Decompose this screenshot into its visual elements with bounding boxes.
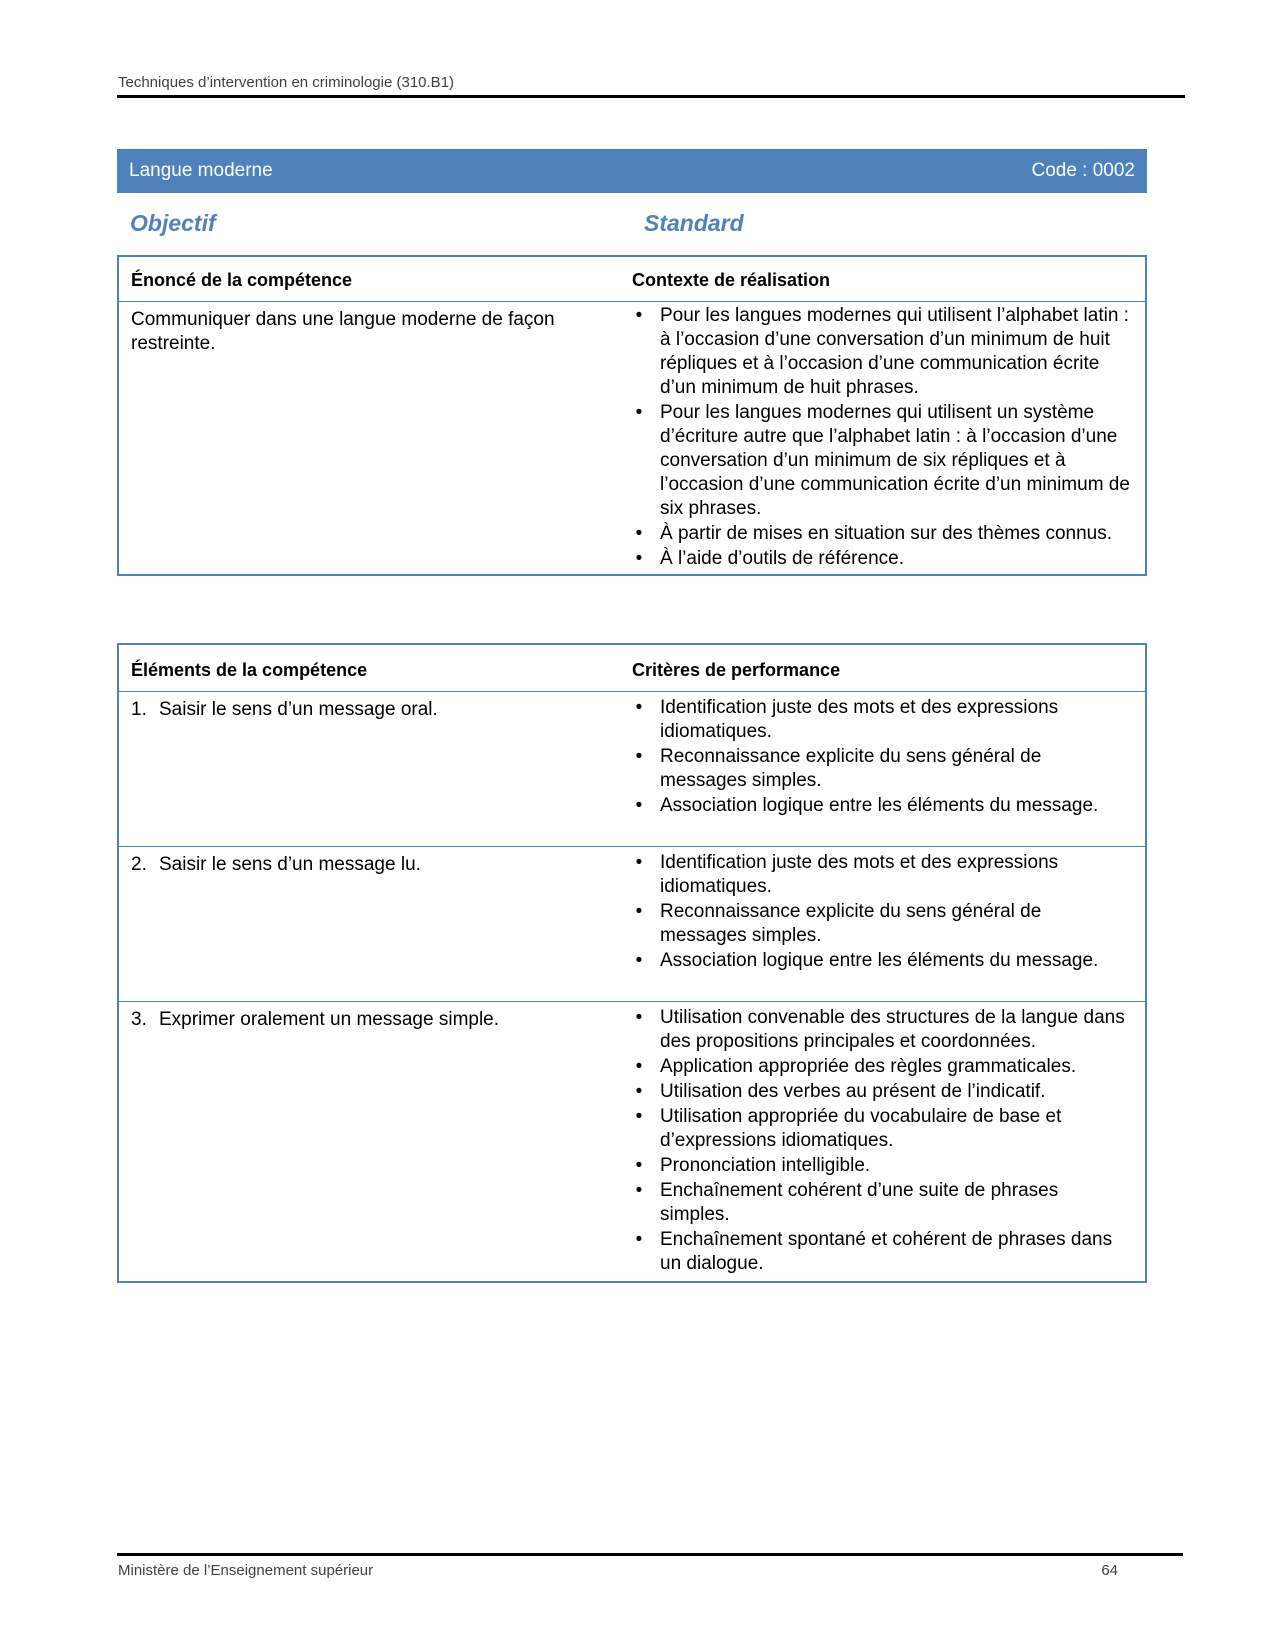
elements-table [117, 643, 1147, 1283]
objectif-heading: Objectif [130, 210, 216, 236]
context-list [632, 304, 1133, 571]
element-text: Exprimer oralement un message simple. [159, 1009, 500, 1030]
page-footer [118, 1562, 1118, 1579]
footer-ministry: Ministère de l’Enseignement supérieur [118, 1562, 374, 1579]
criteria-list [632, 696, 1133, 818]
list-item: • Utilisation convenable des structures de la langue dans des propositions principales et coordonnées. [632, 1006, 1133, 1054]
list-item: • Identification juste des mots et des expressions idiomatiques. [632, 696, 1133, 744]
list-item: • Association logique entre les éléments du message. [632, 794, 1133, 818]
element-number: 1. [131, 699, 147, 720]
bullet-icon: • [635, 697, 643, 718]
bullet-icon: • [635, 1007, 643, 1028]
list-item: • Enchaînement cohérent d’une suite de phrases simples. [632, 1179, 1133, 1227]
bullet-icon: • [635, 1229, 643, 1250]
bullet-icon: • [635, 746, 643, 767]
table-row [119, 847, 1145, 1002]
title-bar-code: Code : 0002 [1031, 160, 1135, 181]
table-row [119, 692, 1145, 847]
context-header: Contexte de réalisation [632, 270, 831, 290]
page-header: Techniques d’intervention en criminologie (310.B1) [118, 74, 455, 91]
title-bar-title: Langue moderne [129, 160, 273, 181]
header-rule [117, 95, 1185, 98]
bullet-icon: • [635, 795, 643, 816]
competence-table-header-row [119, 257, 1145, 302]
elements-header: Éléments de la compétence [131, 660, 368, 680]
criteria-header: Critères de performance [632, 660, 841, 680]
bullet-icon: • [635, 1056, 643, 1077]
list-item: • Utilisation des verbes au présent de l’indicatif. [632, 1080, 1133, 1104]
element-text: Saisir le sens d’un message oral. [159, 699, 438, 720]
list-item: • Association logique entre les éléments du message. [632, 949, 1133, 973]
list-item: • Identification juste des mots et des expressions idiomatiques. [632, 851, 1133, 899]
list-item: • Application appropriée des règles grammaticales. [632, 1055, 1133, 1079]
element-item [131, 698, 622, 722]
footer-rule [117, 1553, 1183, 1556]
competence-table [117, 255, 1147, 576]
bullet-icon: • [635, 1180, 643, 1201]
list-item: • Pour les langues modernes qui utilisent l’alphabet latin : à l’occasion d’une conversation d’un minimum de huit répliques et à l’occasion d’une communication écrite d’un minimum de huit phrases. [632, 304, 1133, 400]
bullet-icon: • [635, 1155, 643, 1176]
criteria-list [632, 1006, 1133, 1276]
criteria-list [632, 851, 1133, 973]
bullet-icon: • [635, 402, 643, 423]
element-item [131, 1008, 622, 1032]
list-item: • Utilisation appropriée du vocabulaire de base et d’expressions idiomatiques. [632, 1105, 1133, 1153]
list-item: • Pour les langues modernes qui utilisent un système d’écriture autre que l’alphabet latin : à l’occasion d’une conversation d’un minimum de six répliques et à l’occasion d’une communication écrite d’un minimum de six phrases. [632, 401, 1133, 521]
bullet-icon: • [635, 852, 643, 873]
list-item: • Prononciation intelligible. [632, 1154, 1133, 1178]
page-number: 64 [1101, 1562, 1118, 1579]
list-item: • Enchaînement spontané et cohérent de phrases dans un dialogue. [632, 1228, 1133, 1276]
bullet-icon: • [635, 548, 643, 569]
standard-heading: Standard [644, 210, 744, 236]
competence-table-body-row [119, 302, 1145, 574]
element-item [131, 853, 622, 877]
statement-text: Communiquer dans une langue moderne de façon restreinte. [131, 309, 555, 354]
statement-header: Énoncé de la compétence [131, 270, 353, 290]
table-row [119, 1002, 1145, 1281]
elements-table-header-row [119, 645, 1145, 692]
title-bar [117, 149, 1147, 193]
element-text: Saisir le sens d’un message lu. [159, 854, 421, 875]
element-number: 3. [131, 1009, 147, 1030]
section-headings [130, 210, 1140, 240]
bullet-icon: • [635, 523, 643, 544]
list-item: • Reconnaissance explicite du sens général de messages simples. [632, 745, 1133, 793]
list-item: • À partir de mises en situation sur des thèmes connus. [632, 522, 1133, 546]
bullet-icon: • [635, 305, 643, 326]
bullet-icon: • [635, 1081, 643, 1102]
list-item: • À l’aide d’outils de référence. [632, 547, 1133, 571]
bullet-icon: • [635, 1106, 643, 1127]
bullet-icon: • [635, 901, 643, 922]
bullet-icon: • [635, 950, 643, 971]
element-number: 2. [131, 854, 147, 875]
list-item: • Reconnaissance explicite du sens général de messages simples. [632, 900, 1133, 948]
